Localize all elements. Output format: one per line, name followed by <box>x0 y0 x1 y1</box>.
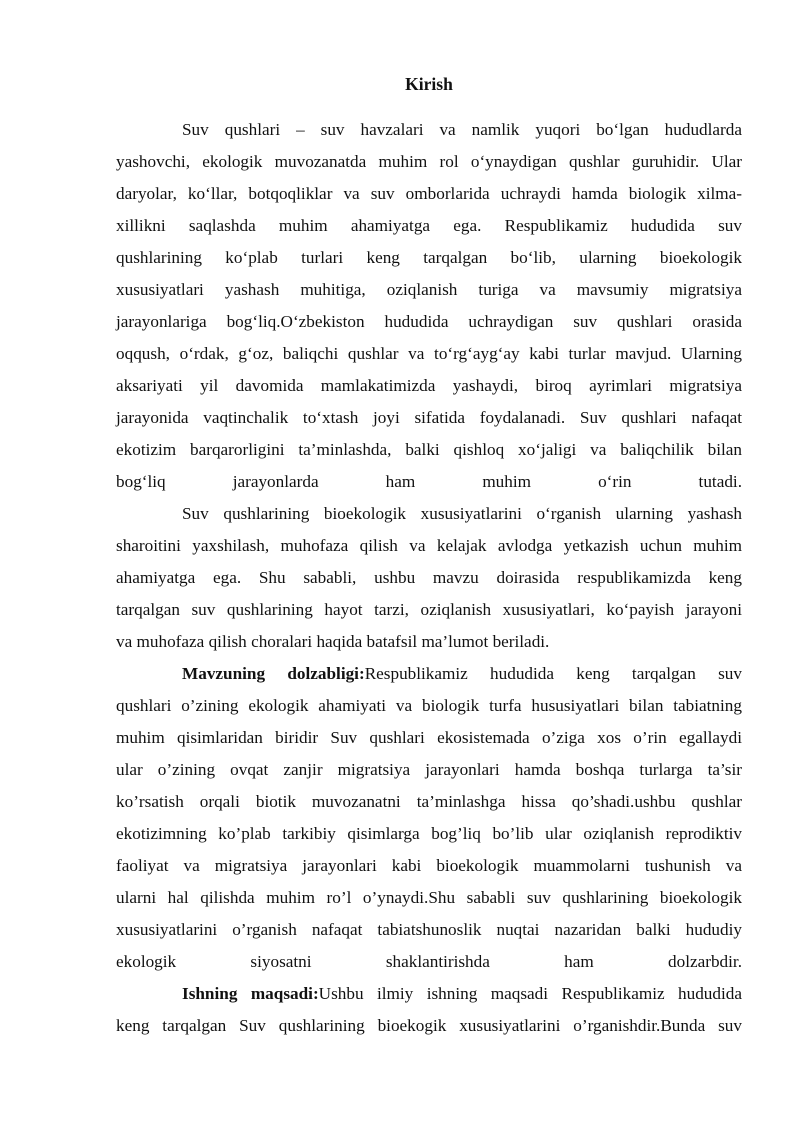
text-line: faoliyat va migratsiya jarayonlari kabi bioekologik muammolarni tushunish va <box>116 856 742 875</box>
section-heading-maqsad: Ishning maqsadi: <box>182 984 319 1003</box>
text-line: Suv qushlari – suv havzalari va namlik yuqori bo‘lgan hududlarda <box>182 120 742 139</box>
text-line: Suv qushlarining bioekologik xususiyatlarini o‘rganish ularning yashash <box>182 504 742 523</box>
text-line: yashovchi, ekologik muvozanatda muhim rol o‘ynaydigan qushlar guruhidir. Ular <box>116 152 742 171</box>
text-line: sharoitini yaxshilash, muhofaza qilish va kelajak avlodga yetkazish uchun muhim <box>116 536 742 555</box>
text-line: ekotizim barqarorligini ta’minlashda, balki qishloq xo‘jaligi va baliqchilik bilan <box>116 440 742 459</box>
text-line: jarayonlariga bog‘liq.O‘zbekiston hududida uchraydigan suv qushlari orasida <box>116 312 742 331</box>
text-line: ekologik siyosatni shaklantirishda ham dolzarbdir. <box>116 952 742 971</box>
text-line: Ushbu ilmiy ishning maqsadi Respublikamiz hududida <box>318 984 742 1003</box>
text-line: keng tarqalgan Suv qushlarining bioekogik xususiyatlarini o’rganishdir.Bunda suv <box>116 1016 742 1035</box>
text-line: aksariyati yil davomida mamlakatimizda yashaydi, biroq ayrimlari migratsiya <box>116 376 742 395</box>
text-line: qushlarining ko‘plab turlari keng tarqalgan bo‘lib, ularning bioekologik <box>116 248 742 267</box>
text-line: xususiyatlari yashash muhitiga, oziqlanish turiga va mavsumiy migratsiya <box>116 280 742 299</box>
text-line: ahamiyatga ega. Shu sababli, ushbu mavzu doirasida respublikamizda keng <box>116 568 742 587</box>
text-line: tarqalgan suv qushlarining hayot tarzi, oziqlanish xususiyatlari, ko‘payish jarayoni <box>116 600 742 619</box>
text-line: ko’rsatish orqali biotik muvozanatni ta’minlashga hissa qo’shadi.ushbu qushlar <box>116 792 742 811</box>
section-heading-mavzu: Mavzuning dolzabligi: <box>182 664 365 683</box>
text-line-with-heading <box>182 662 742 686</box>
text-line: ular o’zining ovqat zanjir migratsiya jarayonlari hamda boshqa turlarga ta’sir <box>116 760 742 779</box>
text-line-with-heading <box>182 982 742 1006</box>
text-line: Respublikamiz hududida keng tarqalgan suv <box>364 664 742 683</box>
text-line: va muhofaza qilish choralari haqida batafsil ma’lumot beriladi. <box>116 632 550 651</box>
text-line: ekotizimning ko’plab tarkibiy qisimlarga bog’liq bo’lib ular oziqlanish reprodiktiv <box>116 824 742 843</box>
text-line: xususiyatlarini o’rganish nafaqat tabiatshunoslik nuqtai nazaridan balki hududiy <box>116 920 742 939</box>
text-line: muhim qisimlaridan biridir Suv qushlari ekosistemada o’ziga xos o’rin egallaydi <box>116 728 742 747</box>
text-line: jarayonida vaqtinchalik to‘xtash joyi sifatida foydalanadi. Suv qushlari nafaqat <box>116 408 742 427</box>
text-line: qushlari o’zining ekologik ahamiyati va biologik turfa hususiyatlari bilan tabiatning <box>116 696 742 715</box>
text-line: xillikni saqlashda muhim ahamiyatga ega. Respublikamiz hududida suv <box>116 216 742 235</box>
text-line: ularni hal qilishda muhim ro’l o’ynaydi.Shu sababli suv qushlarining bioekologik <box>116 888 742 907</box>
text-line: bog‘liq jarayonlarda ham muhim o‘rin tutadi. <box>116 472 742 491</box>
text-line: daryolar, ko‘llar, botqoqliklar va suv omborlarida uchraydi hamda biologik xilma- <box>116 184 742 203</box>
text-line: oqqush, o‘rdak, g‘oz, baliqchi qushlar va to‘rg‘ayg‘ay kabi turlar mavjud. Ularning <box>116 344 742 363</box>
page-title: Kirish <box>405 74 453 94</box>
